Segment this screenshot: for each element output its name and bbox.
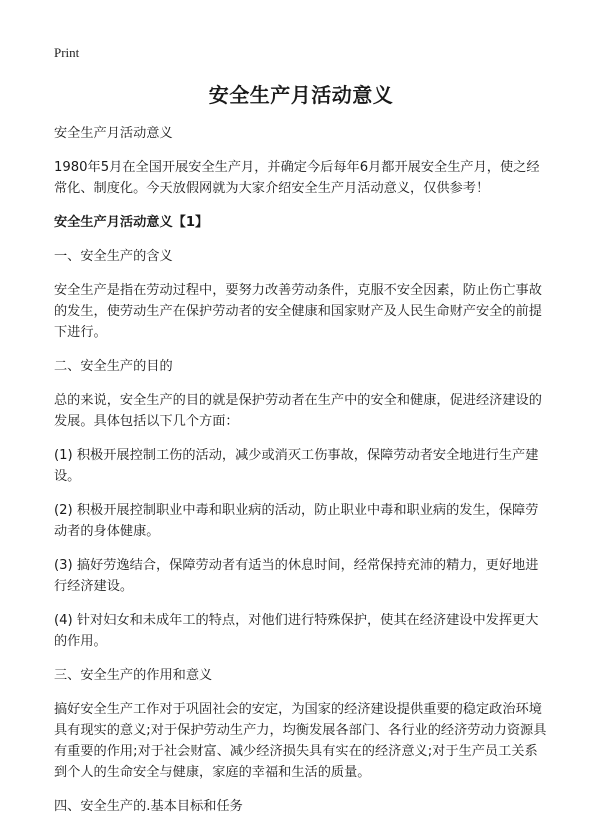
- subheading-purpose: 二、安全生产的目的: [54, 359, 173, 374]
- purpose-item-3: (3) 搞好劳逸结合，保障劳动者有适当的休息时间，经常保持充沛的精力，更好地进行经济建设。: [54, 558, 539, 594]
- subheading-definition: 一、安全生产的含义: [54, 249, 173, 264]
- intro-paragraph: 1980年5月在全国开展安全生产月，并确定今后每年6月都开展安全生产月，使之经常化、制度化。今天放假网就为大家介绍安全生产月活动意义，仅供参考！: [54, 160, 540, 196]
- purpose-item-1: (1) 积极开展控制工伤的活动，减少或消灭工伤事故，保障劳动者安全地进行生产建设。: [54, 448, 539, 484]
- purpose-paragraph: 总的来说，安全生产的目的就是保护劳动者在生产中的安全和健康，促进经济建设的发展。具体包括以下几个方面：: [54, 393, 542, 429]
- subheading-significance: 三、安全生产的作用和意义: [54, 668, 213, 683]
- purpose-item-2: (2) 积极开展控制职业中毒和职业病的活动，防止职业中毒和职业病的发生，保障劳动者的身体健康。: [54, 503, 539, 539]
- purpose-item-4: (4) 针对妇女和未成年工的特点，对他们进行特殊保护，使其在经济建设中发挥更大的作用。: [54, 613, 539, 649]
- significance-paragraph: 搞好安全生产工作对于巩固社会的安定，为国家的经济建设提供重要的稳定政治环境具有现实的意义;对于保护劳动生产力，均衡发展各部门、各行业的经济劳动力资源具有重要的作用;对于社会财富、减少经济损失具有实在的经济意义;对于生产员工关系到个人的生命安全与健康，家庭的幸福和生活的质量。: [54, 702, 547, 780]
- print-link[interactable]: Print: [54, 45, 80, 60]
- document-title: 安全生产月活动意义: [208, 83, 394, 107]
- definition-paragraph: 安全生产是指在劳动过程中，要努力改善劳动条件，克服不安全因素，防止伤亡事故的发生，使劳动生产在保护劳动者的安全健康和国家财产及人民生命财产安全的前提下进行。: [54, 283, 542, 340]
- section-heading-1: 安全生产月活动意义【1】: [54, 215, 209, 230]
- doc-subtitle: 安全生产月活动意义: [54, 126, 173, 141]
- subheading-goals: 四、安全生产的.基本目标和任务: [54, 799, 243, 814]
